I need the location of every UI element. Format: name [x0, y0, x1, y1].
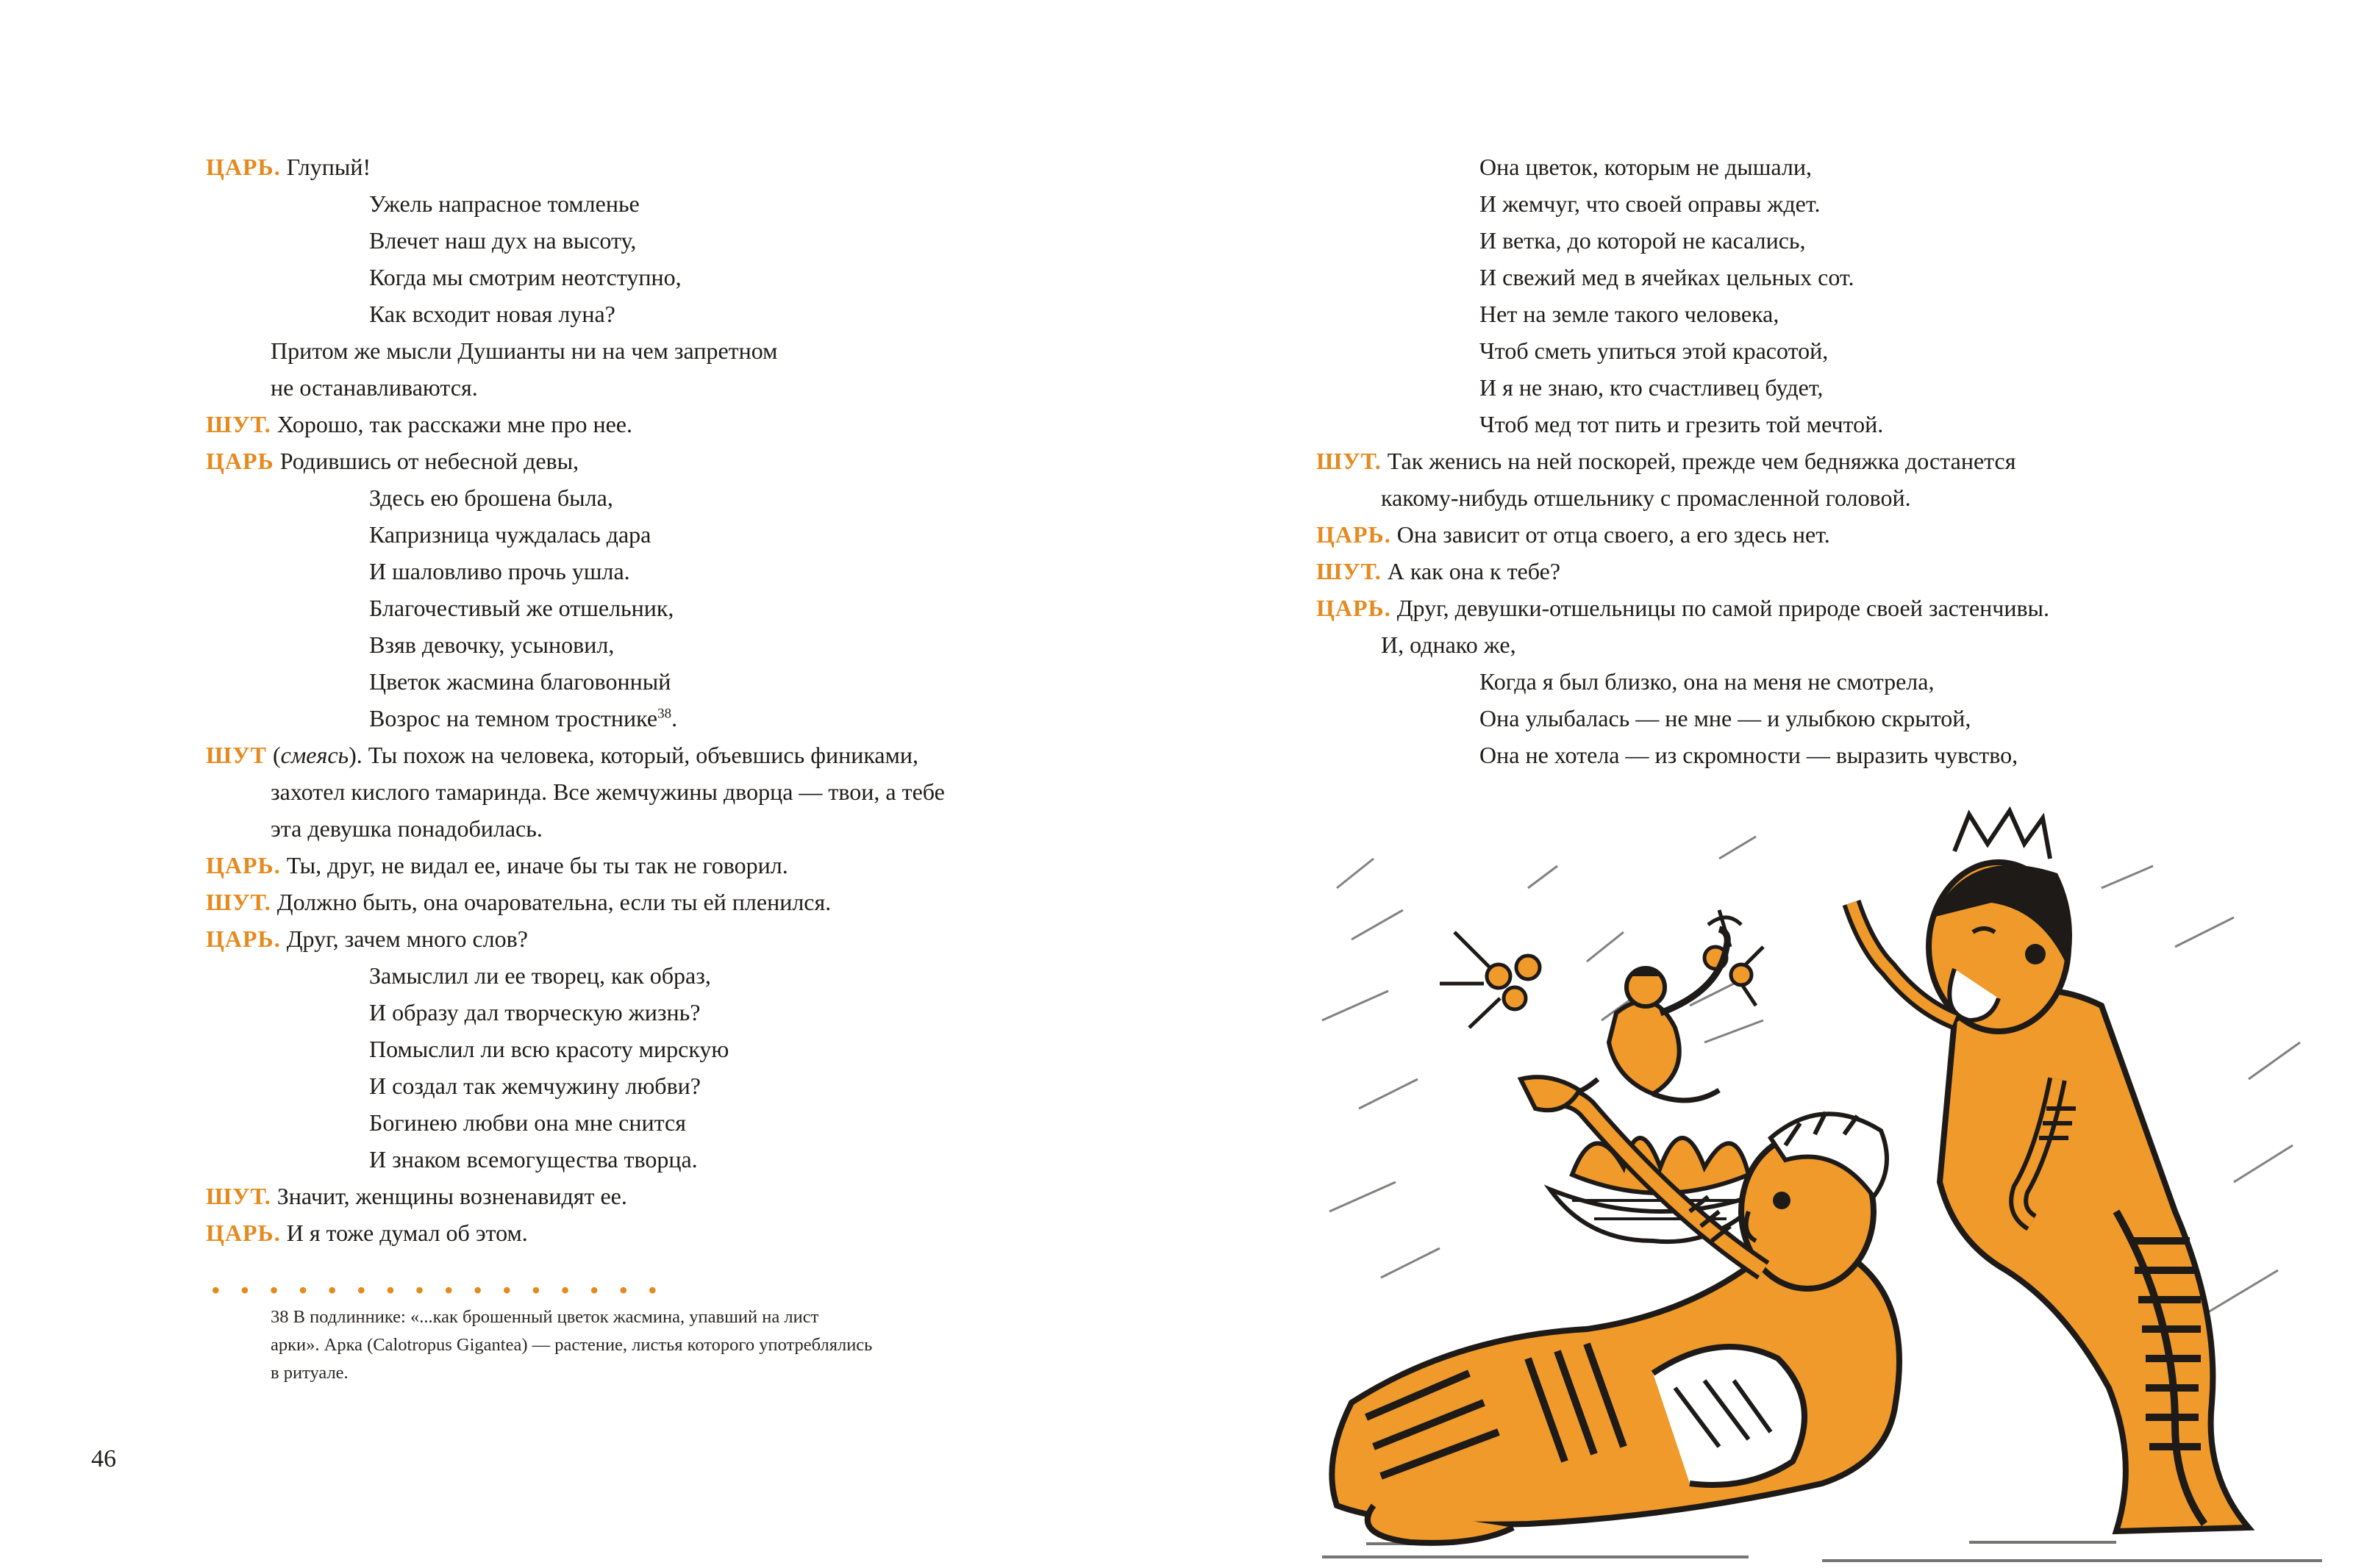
dialogue-line: ШУТ. Так женись на ней поскорей, прежде чем бедняжка достанется — [1316, 448, 2016, 474]
prose-line: какому-нибудь отшельнику с промасленной головой. — [1381, 484, 1911, 511]
dialogue-line: ШУТ. А как она к тебе? — [1316, 558, 1561, 584]
verse-line: Когда я был близко, она на меня не смотрела, — [1479, 668, 1935, 695]
dialogue-line: ЦАРЬ. Она зависит от отца своего, а его здесь нет. — [1316, 521, 1830, 548]
dialogue-line: ЦАРЬ. И я тоже думал об этом. — [206, 1220, 528, 1246]
verse-line: И образу дал творческую жизнь? — [369, 999, 701, 1025]
prose-line: И, однако же, — [1381, 631, 1516, 658]
verse-line: Капризница чуждалась дара — [369, 521, 651, 548]
verse-line: И знаком всемогущества творца. — [369, 1146, 698, 1173]
verse-line: Когда мы смотрим неотступно, — [369, 264, 682, 290]
verse-line: И ветка, до которой не касались, — [1479, 227, 1806, 254]
nymph-figure — [1550, 917, 1741, 1100]
verse-line: Чтоб сметь упиться этой красотой, — [1479, 337, 1829, 364]
dialogue-line: ЦАРЬ. Друг, девушки-отшельницы по самой природе своей застенчивы. — [1316, 595, 2050, 621]
verse-line: Она улыбалась — не мне — и улыбкою скрытой, — [1479, 705, 1971, 731]
verse-line: Благочестивый же отшельник, — [369, 595, 674, 621]
verse-line: Она цветок, которым не дышали, — [1479, 154, 1812, 180]
page-number: 46 — [91, 1445, 116, 1472]
footnote-line: 38 В подлиннике: «...как брошенный цветок жасмина, упавший на лист — [271, 1307, 819, 1327]
standing-figure — [1852, 811, 2249, 1531]
verse-line: Ужель напрасное томленье — [369, 190, 640, 217]
prose-line: Притом же мысли Душианты ни на чем запретном — [271, 337, 778, 364]
flower-right — [1704, 910, 1763, 1006]
verse-line: Чтоб мед тот пить и грезить той мечтой. — [1479, 411, 1884, 437]
prose-line: не останавливаются. — [271, 374, 478, 401]
dialogue-line: ЦАРЬ Родившись от небесной девы, — [206, 448, 579, 474]
footnote-separator: • • • • • • • • • • • • • • • • — [211, 1275, 664, 1305]
dialogue-line: ШУТ (смеясь). Ты похож на человека, который, объевшись финиками, — [206, 742, 918, 768]
prose-line: эта девушка понадобилась. — [271, 815, 543, 842]
illustration-king-and-companion — [1307, 800, 2331, 1568]
dialogue-line: ЦАРЬ. Друг, зачем много слов? — [206, 926, 528, 952]
dialogue-line: ЦАРЬ. Глупый! — [206, 154, 371, 180]
verse-line: И жемчуг, что своей оправы ждет. — [1479, 190, 1821, 217]
prose-line: захотел кислого тамаринда. Все жемчужины дворца — твои, а тебе — [271, 778, 945, 805]
verse-line: Как всходит новая луна? — [369, 301, 615, 327]
verse-line: Помыслил ли всю красоту мирскую — [369, 1036, 729, 1062]
dialogue-line: ШУТ. Должно быть, она очаровательна, если ты ей пленился. — [206, 889, 832, 915]
dialogue-line: ШУТ. Хорошо, так расскажи мне про нее. — [206, 411, 632, 437]
footnote-ref: 38 — [657, 706, 672, 722]
verse-line: Богинею любви она мне снится — [369, 1109, 686, 1136]
footnote-line: в ритуале. — [271, 1363, 349, 1383]
verse-line: Она не хотела — из скромности — выразить чувство, — [1479, 742, 2018, 768]
left-page — [0, 0, 1176, 1568]
reclining-king — [1332, 1077, 1899, 1543]
footnote-line: арки». Арка (Calotropus Gigantea) — растение, листья которого употреблялись — [271, 1335, 873, 1355]
verse-line: И создал так жемчужину любви? — [369, 1073, 701, 1099]
verse-line: Замыслил ли ее творец, как образ, — [369, 962, 711, 989]
dialogue-line: ЦАРЬ. Ты, друг, не видал ее, иначе бы ты так не говорил. — [206, 852, 788, 878]
verse-line: Взяв девочку, усыновил, — [369, 631, 615, 658]
ground-hatching — [1322, 1542, 2322, 1561]
verse-line: Здесь ею брошена была, — [369, 484, 613, 511]
verse-line: Возрос на темном тростнике$^{38}$. — [369, 705, 678, 731]
verse-line: И шаловливо прочь ушла. — [369, 558, 630, 584]
dialogue-line: ШУТ. Значит, женщины возненавидят ее. — [206, 1183, 627, 1209]
flower-left — [1440, 932, 1540, 1028]
verse-line: Цветок жасмина благовонный — [369, 668, 671, 695]
verse-line: И я не знаю, кто счастливец будет, — [1479, 374, 1824, 401]
verse-line: И свежий мед в ячейках цельных сот. — [1479, 264, 1854, 290]
verse-line: Влечет наш дух на высоту, — [369, 227, 637, 254]
verse-line: Нет на земле такого человека, — [1479, 301, 1779, 327]
